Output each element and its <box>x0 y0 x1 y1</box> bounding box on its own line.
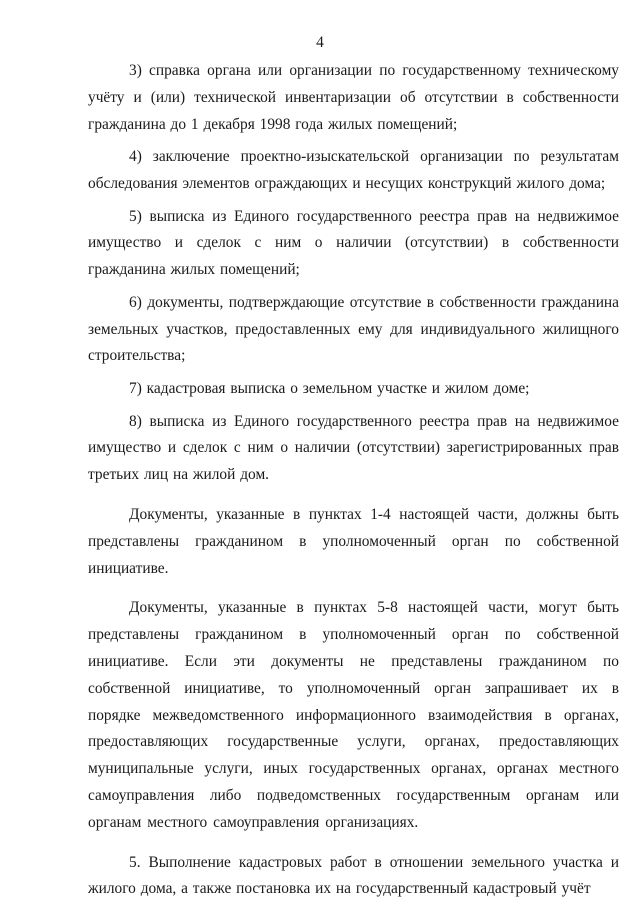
paragraph-item-6: 6) документы, подтверждающие отсутствие в собственности гражданина земельных участков, предоставленных ему для индивидуального жилищного строительства; <box>88 293 619 365</box>
paragraph-item-4: 4) заключение проектно-изыскательской организации по результатам обследования элементов ограждающих и несущих конструкций жилого дома; <box>88 148 619 192</box>
paragraph-section-5: 5. Выполнение кадастровых работ в отношении земельного участка и жилого дома, а также постановка их на государственный кадастровый учёт <box>88 853 619 898</box>
page-number: 4 <box>316 34 324 51</box>
paragraph-documents-5-8: Документы, указанные в пунктах 5-8 настоящей части, могут быть представлены гражданином в уполномоченный орган по собственной инициативе. Если эти документы не представлены гражданином по собственной инициативе, то уполномоченный орган запрашивает их в порядке межведомственного информационного взаимодействия в органах, предоставляющих государственные услуги, органах, предоставляющих муниципальные услуги, иных государственных органах, органах местного самоуправления либо подведомственных государственным органам или органам местного самоуправления организациях. <box>88 599 619 831</box>
document-body <box>88 58 619 909</box>
paragraph-item-5: 5) выписка из Единого государственного реестра прав на недвижимое имущество и сделок с ним о наличии (отсутствии) в собственности гражданина жилых помещений; <box>88 207 619 279</box>
paragraph-item-7: 7) кадастровая выписка о земельном участке и жилом доме; <box>129 379 530 397</box>
paragraph-item-8: 8) выписка из Единого государственного реестра прав на недвижимое имущество и сделок с ним о наличии (отсутствии) зарегистрированных прав третьих лиц на жилой дом. <box>88 412 619 484</box>
paragraph-item-3: 3) справка органа или организации по государственному техническому учёту и (или) технической инвентаризации об отсутствии в собственности гражданина до 1 декабря 1998 года жилых помещений; <box>88 62 619 133</box>
paragraph-documents-1-4: Документы, указанные в пунктах 1-4 настоящей части, должны быть представлены гражданином в уполномоченный орган по собственной инициативе. <box>88 505 619 577</box>
